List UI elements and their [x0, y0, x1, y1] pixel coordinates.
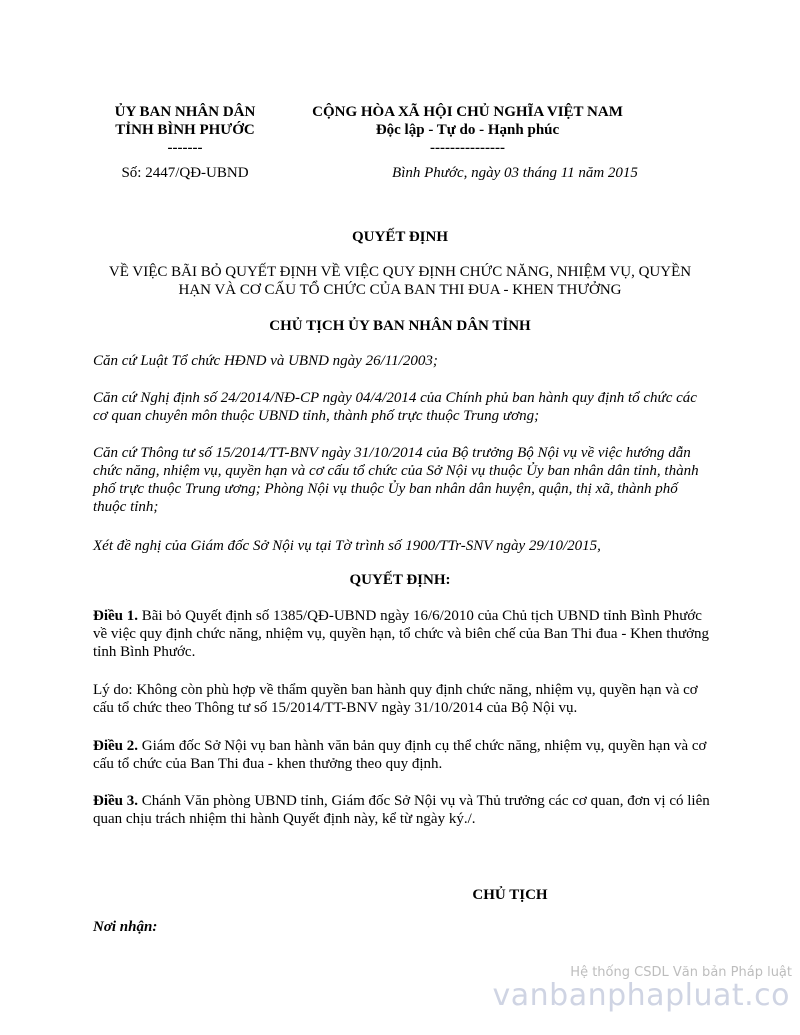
article-2 — [93, 737, 713, 773]
agency-line-1: ỦY BAN NHÂN DÂN — [114, 104, 256, 120]
agency-line-2: TỈNH BÌNH PHƯỚC — [115, 122, 255, 138]
document-number: Số: 2447/QĐ-UBND — [121, 165, 249, 181]
reason-text: Lý do: Không còn phù hợp về thẩm quyền ban hành quy định chức năng, nhiệm vụ, quyền hạn và cơ cấu tổ chức theo Thông tư số 15/2014/TT-BNV ngày 31/10/2014 của Bộ Nội vụ. — [93, 682, 698, 716]
motto: Độc lập - Tự do - Hạnh phúc — [375, 122, 560, 138]
article-1-text: Bãi bỏ Quyết định số 1385/QĐ-UBND ngày 16/6/2010 của Chủ tịch UBND tỉnh Bình Phước về việc quy định chức năng, nhiệm vụ, quyền hạn, tổ chức và biên chế của Ban Thi đua - Khen thưởng tỉnh Bình Phước. — [93, 608, 710, 660]
agency-separator: ------- — [167, 140, 203, 156]
watermark-site-text: vanbanphapluat.co — [492, 978, 790, 1013]
document-subject — [60, 263, 740, 299]
article-1 — [93, 607, 713, 661]
article-3-label: Điều 3. — [93, 793, 138, 809]
decision-heading: QUYẾT ĐỊNH: — [349, 572, 451, 588]
article-3 — [93, 792, 713, 828]
document-title: QUYẾT ĐỊNH — [352, 229, 448, 245]
article-2-label: Điều 2. — [93, 738, 138, 754]
recipients-label: Nơi nhận: — [93, 919, 158, 935]
watermark-system-text: Hệ thống CSDL Văn bản Pháp luật — [570, 965, 792, 980]
legal-basis-3: Căn cứ Thông tư số 15/2014/TT-BNV ngày 31/10/2014 của Bộ trưởng Bộ Nội vụ về việc hướng dẫn chức năng, nhiệm vụ, quyền hạn và cơ cấu tổ chức của Sở Nội vụ thuộc Ủy ban nhân dân tỉnh, thành phố trực thuộc Trung ương; Phòng Nội vụ thuộc Ủy ban nhân dân huyện, quận, thị xã, thành phố thuộc tỉnh; — [93, 445, 699, 515]
national-motto — [290, 103, 645, 157]
article-3-text: Chánh Văn phòng UBND tỉnh, Giám đốc Sở Nội vụ và Thủ trưởng các cơ quan, đơn vị có liên quan chịu trách nhiệm thi hành Quyết định này, kể từ ngày ký./. — [93, 793, 710, 827]
legal-basis-1: Căn cứ Luật Tổ chức HĐND và UBND ngày 26/11/2003; — [93, 353, 438, 369]
proposal-basis: Xét đề nghị của Giám đốc Sở Nội vụ tại Tờ trình số 1900/TTr-SNV ngày 29/10/2015, — [93, 538, 601, 554]
motto-separator: --------------- — [430, 140, 505, 156]
article-1-label: Điều 1. — [93, 608, 138, 624]
country-name: CỘNG HÒA XÃ HỘI CHỦ NGHĨA VIỆT NAM — [312, 104, 623, 120]
signer-title: CHỦ TỊCH — [472, 887, 548, 903]
article-1-reason — [93, 681, 713, 717]
legal-basis-2: Căn cứ Nghị định số 24/2014/NĐ-CP ngày 04/4/2014 của Chính phủ ban hành quy định tổ chức các cơ quan chuyên môn thuộc UBND tỉnh, thành phố trực thuộc Trung ương; — [93, 390, 697, 424]
subject-line-1: VỀ VIỆC BÃI BỎ QUYẾT ĐỊNH VỀ VIỆC QUY ĐỊNH CHỨC NĂNG, NHIỆM VỤ, QUYỀN — [108, 264, 692, 280]
date-place: Bình Phước, ngày 03 tháng 11 năm 2015 — [392, 165, 638, 181]
issuing-authority: CHỦ TỊCH ỦY BAN NHÂN DÂN TỈNH — [269, 318, 531, 334]
subject-line-2: HẠN VÀ CƠ CẤU TỔ CHỨC CỦA BAN THI ĐUA - KHEN THƯỞNG — [178, 282, 622, 298]
issuing-agency — [90, 103, 280, 157]
article-2-text: Giám đốc Sở Nội vụ ban hành văn bản quy định cụ thể chức năng, nhiệm vụ, quyền hạn và cơ cấu tổ chức của Ban Thi đua - khen thưởng theo quy định. — [93, 738, 707, 772]
